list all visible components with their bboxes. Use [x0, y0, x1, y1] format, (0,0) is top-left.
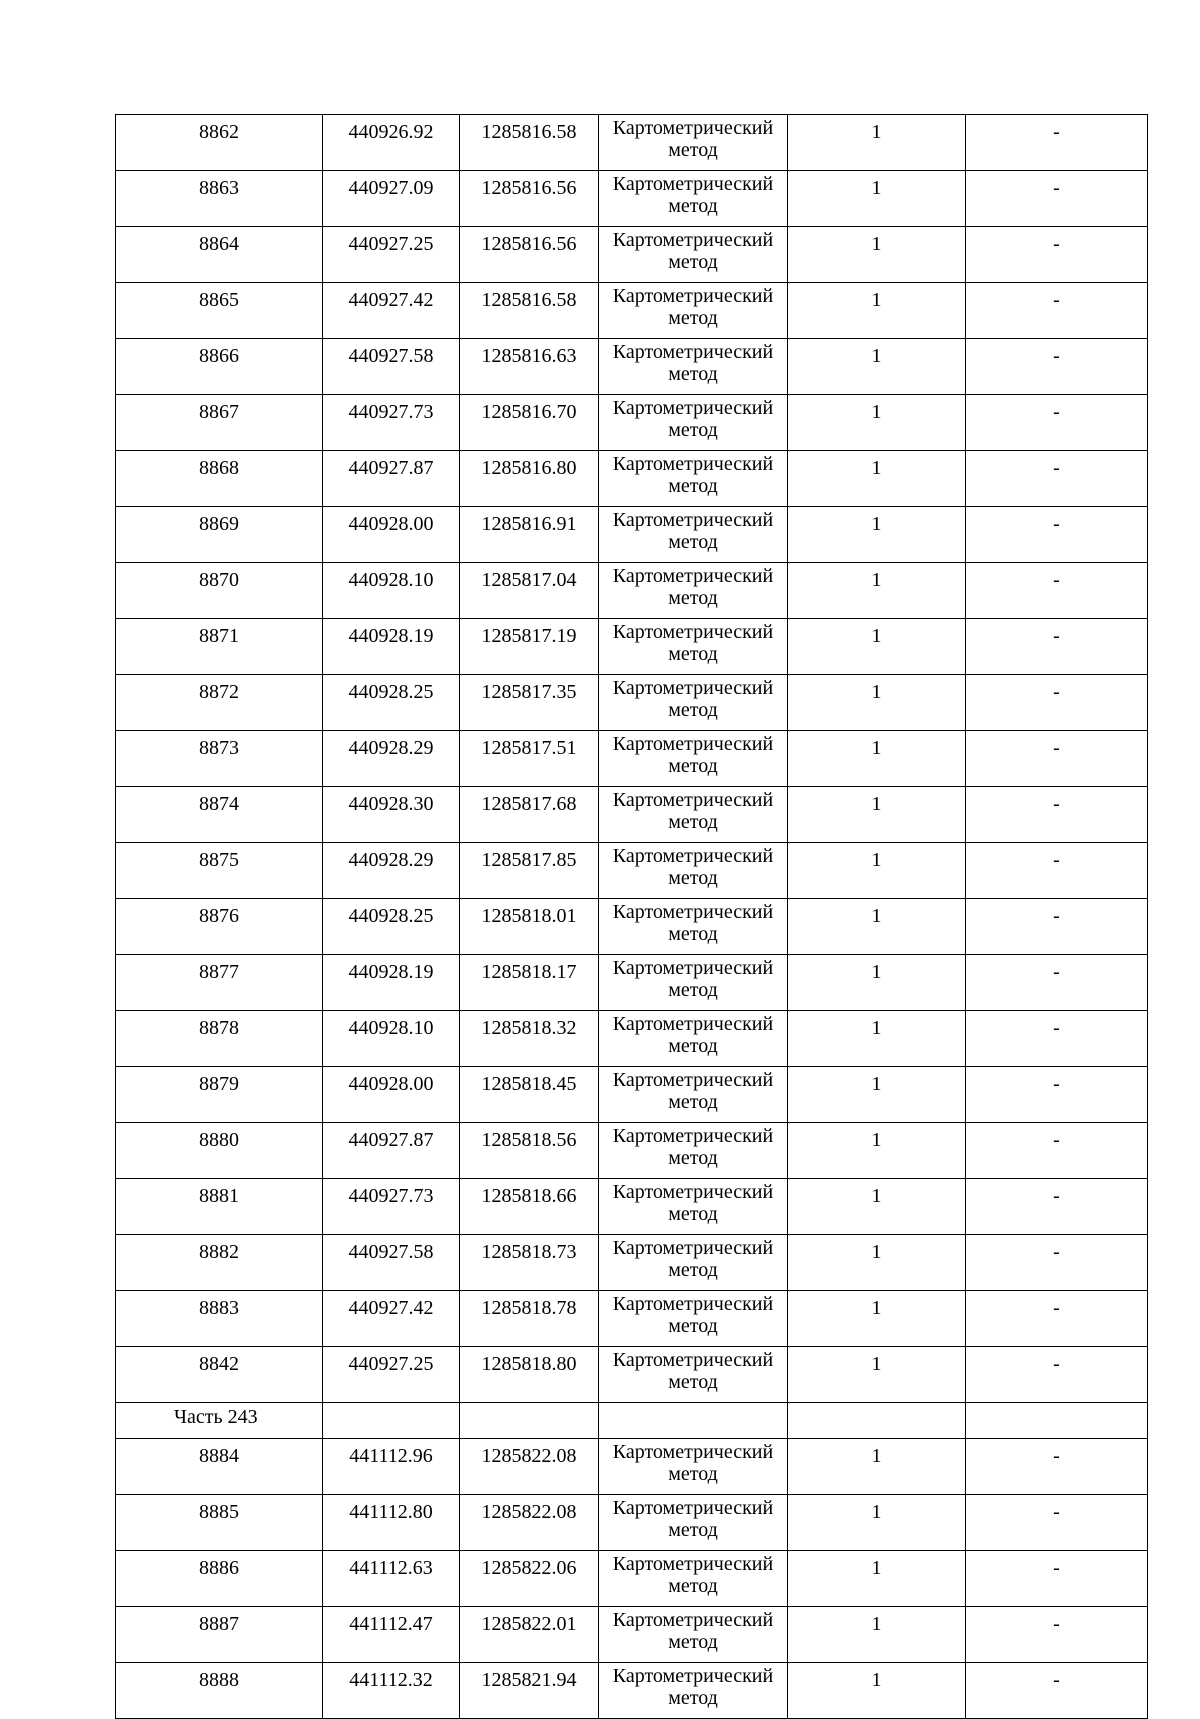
accuracy-value: 1 [788, 1551, 966, 1607]
method-line-2: метод [668, 1315, 718, 1337]
method-cell [599, 563, 788, 619]
table-row [116, 955, 1148, 1011]
coordinate-y: 1285817.85 [460, 843, 599, 899]
table-row [116, 899, 1148, 955]
accuracy-value: 1 [788, 339, 966, 395]
coordinate-y: 1285816.58 [460, 283, 599, 339]
method-cell [599, 1439, 788, 1495]
description-value: - [966, 171, 1148, 227]
method-cell [599, 227, 788, 283]
coordinate-x: 440928.00 [323, 1067, 460, 1123]
accuracy-value: 1 [788, 955, 966, 1011]
point-number: 8887 [116, 1607, 323, 1663]
coordinate-x: 440927.87 [323, 451, 460, 507]
coordinate-y: 1285816.63 [460, 339, 599, 395]
method-cell [599, 1011, 788, 1067]
coordinate-x: 440927.58 [323, 339, 460, 395]
point-number: 8874 [116, 787, 323, 843]
method-cell [599, 507, 788, 563]
coordinate-y: 1285818.66 [460, 1179, 599, 1235]
method-line-1: Картометрический [612, 1553, 774, 1575]
method-cell [599, 1495, 788, 1551]
method-line-2: метод [668, 1463, 718, 1485]
table-row [116, 563, 1148, 619]
method-line-1: Картометрический [612, 341, 774, 363]
coordinate-x: 440927.73 [323, 1179, 460, 1235]
coordinate-x: 440928.30 [323, 787, 460, 843]
method-line-2: метод [668, 979, 718, 1001]
accuracy-value: 1 [788, 283, 966, 339]
method-cell [599, 283, 788, 339]
coordinate-x: 440927.42 [323, 1291, 460, 1347]
description-value: - [966, 1179, 1148, 1235]
point-number: 8842 [116, 1347, 323, 1403]
description-value: - [966, 339, 1148, 395]
empty-cell [788, 1403, 966, 1439]
method-line-2: метод [668, 1035, 718, 1057]
accuracy-value: 1 [788, 1179, 966, 1235]
coordinate-x: 440926.92 [323, 115, 460, 171]
method-line-2: метод [668, 1631, 718, 1653]
accuracy-value: 1 [788, 731, 966, 787]
description-value: - [966, 1067, 1148, 1123]
coordinate-y: 1285818.80 [460, 1347, 599, 1403]
method-line-2: метод [668, 755, 718, 777]
table-row [116, 1291, 1148, 1347]
coordinate-y: 1285822.08 [460, 1439, 599, 1495]
coordinate-x: 440928.29 [323, 843, 460, 899]
point-number: 8873 [116, 731, 323, 787]
part-label: Часть 243 [116, 1403, 323, 1439]
method-cell [599, 1551, 788, 1607]
point-number: 8870 [116, 563, 323, 619]
point-number: 8867 [116, 395, 323, 451]
description-value: - [966, 1495, 1148, 1551]
method-line-1: Картометрический [612, 677, 774, 699]
method-line-1: Картометрический [612, 957, 774, 979]
coordinate-y: 1285816.70 [460, 395, 599, 451]
method-line-2: метод [668, 139, 718, 161]
coordinate-x: 440928.19 [323, 955, 460, 1011]
point-number: 8883 [116, 1291, 323, 1347]
point-number: 8881 [116, 1179, 323, 1235]
method-line-1: Картометрический [612, 733, 774, 755]
method-cell [599, 1179, 788, 1235]
description-value: - [966, 1439, 1148, 1495]
method-line-2: метод [668, 363, 718, 385]
method-cell [599, 675, 788, 731]
coordinate-x: 440927.73 [323, 395, 460, 451]
description-value: - [966, 1607, 1148, 1663]
accuracy-value: 1 [788, 1663, 966, 1719]
coordinates-table [115, 114, 1148, 1719]
method-cell [599, 1291, 788, 1347]
table-row [116, 227, 1148, 283]
accuracy-value: 1 [788, 843, 966, 899]
table-row [116, 451, 1148, 507]
table-row [116, 1123, 1148, 1179]
table-row [116, 507, 1148, 563]
description-value: - [966, 115, 1148, 171]
description-value: - [966, 731, 1148, 787]
method-line-1: Картометрический [612, 453, 774, 475]
method-cell [599, 1347, 788, 1403]
method-line-1: Картометрический [612, 1181, 774, 1203]
method-line-1: Картометрический [612, 1497, 774, 1519]
coordinate-y: 1285818.01 [460, 899, 599, 955]
coordinate-y: 1285822.01 [460, 1607, 599, 1663]
method-cell [599, 395, 788, 451]
method-line-2: метод [668, 1575, 718, 1597]
accuracy-value: 1 [788, 675, 966, 731]
table-row [116, 395, 1148, 451]
method-line-2: метод [668, 195, 718, 217]
point-number: 8864 [116, 227, 323, 283]
table-row [116, 843, 1148, 899]
coordinate-x: 441112.32 [323, 1663, 460, 1719]
method-cell [599, 731, 788, 787]
point-number: 8880 [116, 1123, 323, 1179]
table-row [116, 171, 1148, 227]
table-row [116, 619, 1148, 675]
point-number: 8877 [116, 955, 323, 1011]
description-value: - [966, 227, 1148, 283]
method-line-2: метод [668, 587, 718, 609]
method-line-1: Картометрический [612, 1069, 774, 1091]
accuracy-value: 1 [788, 1291, 966, 1347]
table-row [116, 675, 1148, 731]
table-row [116, 1495, 1148, 1551]
description-value: - [966, 1011, 1148, 1067]
description-value: - [966, 451, 1148, 507]
description-value: - [966, 1123, 1148, 1179]
table-row [116, 1011, 1148, 1067]
coordinate-x: 440927.42 [323, 283, 460, 339]
empty-cell [599, 1403, 788, 1439]
accuracy-value: 1 [788, 1123, 966, 1179]
table-row [116, 115, 1148, 171]
description-value: - [966, 563, 1148, 619]
method-line-2: метод [668, 1687, 718, 1709]
point-number: 8875 [116, 843, 323, 899]
method-cell [599, 451, 788, 507]
method-line-1: Картометрический [612, 397, 774, 419]
coordinate-y: 1285818.17 [460, 955, 599, 1011]
method-cell [599, 1067, 788, 1123]
method-line-2: метод [668, 1091, 718, 1113]
description-value: - [966, 955, 1148, 1011]
method-line-1: Картометрический [612, 1441, 774, 1463]
description-value: - [966, 1551, 1148, 1607]
coordinate-x: 440928.25 [323, 675, 460, 731]
description-value: - [966, 787, 1148, 843]
coordinate-y: 1285822.08 [460, 1495, 599, 1551]
point-number: 8878 [116, 1011, 323, 1067]
coordinate-y: 1285818.32 [460, 1011, 599, 1067]
method-line-1: Картометрический [612, 1609, 774, 1631]
table-row [116, 787, 1148, 843]
description-value: - [966, 675, 1148, 731]
description-value: - [966, 1663, 1148, 1719]
table-row [116, 283, 1148, 339]
coordinate-y: 1285817.19 [460, 619, 599, 675]
coordinate-x: 441112.63 [323, 1551, 460, 1607]
method-line-1: Картометрический [612, 173, 774, 195]
accuracy-value: 1 [788, 1495, 966, 1551]
point-number: 8885 [116, 1495, 323, 1551]
coordinate-x: 440928.29 [323, 731, 460, 787]
method-line-1: Картометрический [612, 1237, 774, 1259]
method-cell [599, 955, 788, 1011]
coordinate-y: 1285821.94 [460, 1663, 599, 1719]
description-value: - [966, 899, 1148, 955]
empty-cell [966, 1403, 1148, 1439]
point-number: 8869 [116, 507, 323, 563]
method-line-1: Картометрический [612, 229, 774, 251]
point-number: 8884 [116, 1439, 323, 1495]
accuracy-value: 1 [788, 395, 966, 451]
method-line-1: Картометрический [612, 509, 774, 531]
empty-cell [323, 1403, 460, 1439]
method-line-1: Картометрический [612, 901, 774, 923]
coordinate-x: 440928.10 [323, 563, 460, 619]
table-row [116, 1439, 1148, 1495]
description-value: - [966, 1347, 1148, 1403]
coordinate-y: 1285817.04 [460, 563, 599, 619]
coordinate-y: 1285818.45 [460, 1067, 599, 1123]
coordinate-y: 1285817.51 [460, 731, 599, 787]
method-cell [599, 619, 788, 675]
coordinate-y: 1285816.91 [460, 507, 599, 563]
point-number: 8872 [116, 675, 323, 731]
point-number: 8871 [116, 619, 323, 675]
coordinate-y: 1285816.80 [460, 451, 599, 507]
accuracy-value: 1 [788, 1067, 966, 1123]
accuracy-value: 1 [788, 619, 966, 675]
description-value: - [966, 283, 1148, 339]
empty-cell [460, 1403, 599, 1439]
coordinate-y: 1285816.58 [460, 115, 599, 171]
accuracy-value: 1 [788, 171, 966, 227]
method-line-2: метод [668, 475, 718, 497]
table-row [116, 1067, 1148, 1123]
method-cell [599, 1663, 788, 1719]
point-number: 8879 [116, 1067, 323, 1123]
coordinate-x: 440927.25 [323, 1347, 460, 1403]
accuracy-value: 1 [788, 115, 966, 171]
method-line-2: метод [668, 867, 718, 889]
point-number: 8882 [116, 1235, 323, 1291]
coordinate-x: 440928.10 [323, 1011, 460, 1067]
accuracy-value: 1 [788, 1235, 966, 1291]
method-line-2: метод [668, 811, 718, 833]
method-line-1: Картометрический [612, 565, 774, 587]
point-number: 8865 [116, 283, 323, 339]
method-line-2: метод [668, 1519, 718, 1541]
coordinate-x: 440928.00 [323, 507, 460, 563]
table-row [116, 1551, 1148, 1607]
method-line-2: метод [668, 1203, 718, 1225]
method-line-1: Картометрический [612, 1013, 774, 1035]
method-line-2: метод [668, 307, 718, 329]
method-line-2: метод [668, 1259, 718, 1281]
coordinate-y: 1285816.56 [460, 227, 599, 283]
method-line-1: Картометрический [612, 1293, 774, 1315]
accuracy-value: 1 [788, 1439, 966, 1495]
coordinate-y: 1285818.73 [460, 1235, 599, 1291]
coordinates-table-body [116, 115, 1148, 1719]
method-line-1: Картометрический [612, 1665, 774, 1687]
method-cell [599, 787, 788, 843]
point-number: 8863 [116, 171, 323, 227]
point-number: 8868 [116, 451, 323, 507]
coordinate-x: 441112.80 [323, 1495, 460, 1551]
method-line-2: метод [668, 419, 718, 441]
accuracy-value: 1 [788, 451, 966, 507]
accuracy-value: 1 [788, 899, 966, 955]
description-value: - [966, 619, 1148, 675]
accuracy-value: 1 [788, 507, 966, 563]
accuracy-value: 1 [788, 227, 966, 283]
coordinate-x: 440927.87 [323, 1123, 460, 1179]
coordinate-y: 1285817.68 [460, 787, 599, 843]
method-line-2: метод [668, 251, 718, 273]
method-line-2: метод [668, 531, 718, 553]
table-row [116, 1607, 1148, 1663]
method-cell [599, 899, 788, 955]
table-row [116, 1347, 1148, 1403]
coordinate-x: 441112.47 [323, 1607, 460, 1663]
method-line-1: Картометрический [612, 117, 774, 139]
method-line-1: Картометрический [612, 845, 774, 867]
method-cell [599, 1607, 788, 1663]
description-value: - [966, 507, 1148, 563]
point-number: 8876 [116, 899, 323, 955]
description-value: - [966, 843, 1148, 899]
coordinate-y: 1285816.56 [460, 171, 599, 227]
coordinate-x: 440927.58 [323, 1235, 460, 1291]
accuracy-value: 1 [788, 1011, 966, 1067]
method-line-1: Картометрический [612, 1125, 774, 1147]
method-cell [599, 843, 788, 899]
coordinate-y: 1285818.56 [460, 1123, 599, 1179]
point-number: 8866 [116, 339, 323, 395]
method-cell [599, 115, 788, 171]
accuracy-value: 1 [788, 1607, 966, 1663]
method-cell [599, 171, 788, 227]
description-value: - [966, 1235, 1148, 1291]
method-cell [599, 1235, 788, 1291]
coordinate-x: 440928.19 [323, 619, 460, 675]
point-number: 8862 [116, 115, 323, 171]
method-line-2: метод [668, 1147, 718, 1169]
method-line-2: метод [668, 643, 718, 665]
table-row [116, 1179, 1148, 1235]
coordinate-x: 440927.09 [323, 171, 460, 227]
coordinate-x: 441112.96 [323, 1439, 460, 1495]
method-line-1: Картометрический [612, 1349, 774, 1371]
method-line-2: метод [668, 699, 718, 721]
accuracy-value: 1 [788, 787, 966, 843]
coordinate-y: 1285822.06 [460, 1551, 599, 1607]
description-value: - [966, 395, 1148, 451]
description-value: - [966, 1291, 1148, 1347]
point-number: 8888 [116, 1663, 323, 1719]
table-row [116, 731, 1148, 787]
method-line-2: метод [668, 923, 718, 945]
method-line-1: Картометрический [612, 789, 774, 811]
part-header-row [116, 1403, 1148, 1439]
method-cell [599, 1123, 788, 1179]
point-number: 8886 [116, 1551, 323, 1607]
table-row [116, 339, 1148, 395]
table-row [116, 1663, 1148, 1719]
coordinate-x: 440928.25 [323, 899, 460, 955]
coordinate-x: 440927.25 [323, 227, 460, 283]
method-line-2: метод [668, 1371, 718, 1393]
table-row [116, 1235, 1148, 1291]
accuracy-value: 1 [788, 563, 966, 619]
method-cell [599, 339, 788, 395]
coordinate-y: 1285818.78 [460, 1291, 599, 1347]
method-line-1: Картометрический [612, 285, 774, 307]
coordinate-y: 1285817.35 [460, 675, 599, 731]
accuracy-value: 1 [788, 1347, 966, 1403]
method-line-1: Картометрический [612, 621, 774, 643]
